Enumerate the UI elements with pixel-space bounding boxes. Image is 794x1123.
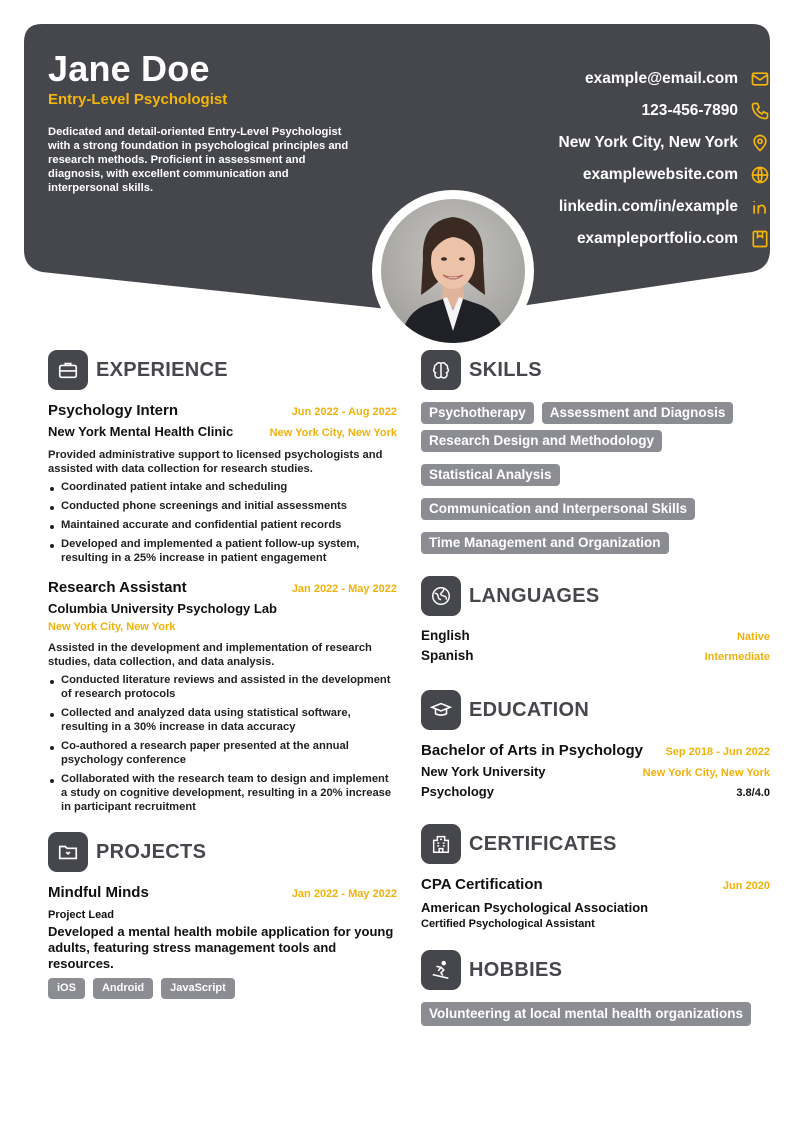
field-of-study: Psychology (421, 784, 494, 799)
job-role: Psychology Intern (48, 402, 179, 419)
experience-item (48, 579, 397, 814)
certificates-header (421, 824, 770, 864)
job-role: Research Assistant (48, 579, 187, 596)
skill-tag: Time Management and Organization (421, 532, 669, 554)
job-date: Jan 2022 - May 2022 (291, 583, 397, 595)
candidate-name: Jane Doe (48, 48, 210, 89)
skill-tag: Psychotherapy (421, 402, 534, 424)
skills-header (421, 350, 770, 390)
language-name: English (421, 628, 470, 643)
gpa: 3.8/4.0 (736, 787, 770, 799)
skill-tag: Statistical Analysis (421, 464, 560, 486)
globe-icon (750, 165, 770, 185)
job-bullets (48, 673, 397, 814)
contact-linkedin-text[interactable]: linkedin.com/in/example (558, 198, 738, 215)
contact-email[interactable] (350, 63, 770, 95)
globe-languages-icon (421, 576, 461, 616)
skills-list (421, 402, 770, 554)
certificate-date: Jun 2020 (722, 880, 770, 892)
skills-title: SKILLS (469, 358, 542, 381)
brain-icon (421, 350, 461, 390)
education-title: EDUCATION (469, 698, 590, 721)
projects-header (48, 832, 397, 872)
location-icon (750, 133, 770, 153)
left-column (48, 350, 397, 999)
hobbies-list (421, 1002, 770, 1026)
job-location: New York City, New York (48, 621, 176, 633)
project-tag: JavaScript (161, 978, 235, 999)
skill-tag: Research Design and Methodology (421, 430, 662, 452)
bullet-item: Conducted literature reviews and assisted in the development of research protocols (48, 673, 397, 701)
language-item (421, 648, 770, 668)
contact-phone-text[interactable]: 123-456-7890 (641, 102, 738, 119)
skill-tag: Assessment and Diagnosis (542, 402, 734, 424)
project-role: Project Lead (48, 909, 115, 921)
language-level: Intermediate (704, 651, 770, 663)
contact-phone[interactable] (350, 95, 770, 127)
bullet-item: Coordinated patient intake and scheduling (48, 480, 397, 494)
hobby-tag: Volunteering at local mental health organizations (421, 1002, 751, 1026)
bullet-item: Collected and analyzed data using statistical software, resulting in a 30% increase in data accuracy (48, 706, 397, 734)
languages-header (421, 576, 770, 616)
language-level: Native (736, 631, 770, 643)
bullet-item: Maintained accurate and confidential patient records (48, 518, 397, 532)
hobbies-title: HOBBIES (469, 958, 563, 981)
job-date: Jun 2022 - Aug 2022 (291, 406, 397, 418)
certificate-item (421, 876, 770, 930)
job-location: New York City, New York (269, 427, 397, 439)
contact-portfolio-text[interactable]: exampleportfolio.com (576, 230, 738, 247)
bullet-item: Co-authored a research paper presented at the annual psychology conference (48, 739, 397, 767)
bullet-item: Developed and implemented a patient follow-up system, resulting in a 25% increase in patient engagement (48, 537, 397, 565)
phone-icon (750, 101, 770, 121)
education-header (421, 690, 770, 730)
bullet-item: Collaborated with the research team to design and implement a study on cognitive development, resulting in a 20% increase in participant recruitment (48, 772, 397, 814)
contact-website-text[interactable]: examplewebsite.com (582, 166, 738, 183)
contact-website[interactable] (350, 159, 770, 191)
certificate-issuer: American Psychological Association (421, 900, 649, 915)
languages-list (421, 628, 770, 668)
project-tag: Android (93, 978, 153, 999)
project-description: Developed a mental health mobile application for young adults, featuring stress management tools and resources. (48, 924, 394, 971)
job-company: New York Mental Health Clinic (48, 424, 234, 439)
contact-location-text: New York City, New York (558, 134, 738, 151)
certificate-detail: Certified Psychological Assistant (421, 918, 595, 930)
right-column (421, 350, 770, 1026)
job-description: Assisted in the development and implementation of research studies, data collection, and data analysis. (48, 642, 372, 668)
school: New York University (421, 764, 546, 779)
language-name: Spanish (421, 648, 474, 663)
skiing-icon (421, 950, 461, 990)
mail-icon (750, 69, 770, 89)
candidate-title: Entry-Level Psychologist (48, 91, 228, 108)
certificate-name: CPA Certification (421, 876, 543, 893)
language-item (421, 628, 770, 648)
education-date: Sep 2018 - Jun 2022 (665, 746, 770, 758)
certificates-title: CERTIFICATES (469, 832, 617, 855)
experience-item (48, 402, 397, 565)
profile-photo (381, 199, 525, 343)
job-description: Provided administrative support to licensed psychologists and assisted with data collection for research studies. (48, 449, 383, 475)
experience-title: EXPERIENCE (96, 358, 228, 381)
bullet-item: Conducted phone screenings and initial assessments (48, 499, 397, 513)
project-name: Mindful Minds (48, 884, 149, 901)
project-item (48, 884, 397, 999)
contact-email-text[interactable]: example@email.com (585, 70, 738, 87)
briefcase-icon (48, 350, 88, 390)
project-tags (48, 978, 397, 999)
job-company: Columbia University Psychology Lab (48, 601, 277, 616)
skill-tag: Communication and Interpersonal Skills (421, 498, 695, 520)
portfolio-icon (750, 229, 770, 249)
projects-title: PROJECTS (96, 840, 207, 863)
education-item (421, 742, 770, 804)
graduation-cap-icon (421, 690, 461, 730)
contact-location (350, 127, 770, 159)
degree: Bachelor of Arts in Psychology (421, 742, 643, 759)
hobbies-header (421, 950, 770, 990)
project-tag: iOS (48, 978, 85, 999)
building-icon (421, 824, 461, 864)
project-date: Jan 2022 - May 2022 (291, 888, 397, 900)
job-bullets (48, 480, 397, 565)
folder-icon (48, 832, 88, 872)
experience-header (48, 350, 397, 390)
linkedin-icon (750, 197, 770, 217)
school-location: New York City, New York (642, 767, 770, 779)
summary: Dedicated and detail-oriented Entry-Level Psychologist with a strong foundation in psychological principles and research methods. Proficient in assessment and diagnosis, with excellent communication and interpersonal skills. (48, 126, 349, 194)
languages-title: LANGUAGES (469, 584, 600, 607)
